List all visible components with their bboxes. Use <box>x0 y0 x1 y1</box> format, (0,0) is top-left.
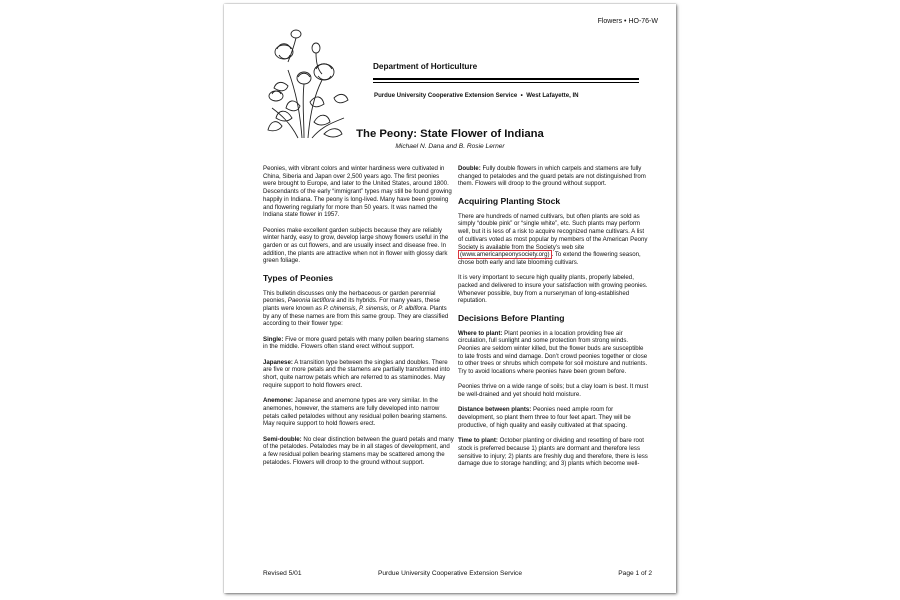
society-website-link[interactable]: (www.americanpeonysociety.org) <box>460 251 550 259</box>
acquiring-paragraph-1 <box>458 213 649 267</box>
intro-paragraph-2: Peonies make excellent garden subjects because they are reliably winter hardy, easy to grow, develop large showy flowers useful in the garden or as cut flowers, and are usually insect and disease free. In addition, the plants are attractive when not in flower with glossy dark green foliage. <box>263 226 449 265</box>
where-text: Plant peonies in a location providing free air circulation, full sunlight and some protection from strong winds. Peonies are seldom winter killed, but the flower buds are susceptible to late frosts and wind damage. Don’t crowd peonies together or close to other trees or shrubs which compete for soil moisture and nutrients. Try to avoid locations where peonies have been grown before. <box>458 329 648 376</box>
intro-paragraph-1: Peonies, with vibrant colors and winter hardiness were cultivated in China, Siberia and Japan over 2,500 years ago. The first peonies were brought to Europe, and later to the United States, around 1800. Descendants of the early “immigrant” types may still be found growing happily in Indiana. The peony is long-lived. Many have been growing and flowering regularly for more than 50 years. It was named the Indiana state flower in 1957. <box>263 165 452 219</box>
header-rule-thick <box>373 78 639 80</box>
semidouble-label: Semi-double: <box>263 435 302 443</box>
types-heading: Types of Peonies <box>263 272 334 283</box>
service-bullet: • <box>520 92 523 99</box>
footer-revised: Revised 5/01 <box>263 570 302 577</box>
types-species-3: P. albiflora. <box>398 305 429 313</box>
double-text: Fully double flowers in which carpels and stamens are fully changed to petalodes and the guard petals are not distinguished from them. Flowers will droop to the ground without support. <box>458 165 646 188</box>
double-label: Double: <box>458 165 481 172</box>
types-species-1: Paeonia lactiflora <box>287 297 335 305</box>
distance-text: Peonies need ample room for development, so plant them three to four feet apart. They will be productive, of high quality and easily cultivated at that spacing. <box>458 406 631 429</box>
acquiring-text-b: . To extend the flowering season, chose both early and late blooming cultivars. <box>458 251 641 266</box>
types-text-d: Plants by any of these names are from this same group. They are classified according to their flower type: <box>263 305 449 328</box>
acquiring-text-a: There are hundreds of named cultivars, but often plants are sold as simply “double pink” or “single white”, etc. Such plants may perform well, but it is less of a risk to acquire recognized name cultivars. A list of cultivars voted as most popular by members of the American Peony Society is available from the Society’s web site <box>458 212 648 251</box>
time-text: October planting or dividing and resetting of bare root stock is preferred because 1) plants are dormant and therefore less sensitive to injury; 2) plants are freshly dug and therefore, there is less damage due to storage handling; and 3) plants which become well- <box>458 437 648 468</box>
document-page <box>224 4 676 593</box>
document-authors: Michael N. Dana and B. Rosie Lerner <box>395 143 505 150</box>
japanese-paragraph <box>263 359 454 390</box>
footer-service: Purdue University Cooperative Extension Service <box>377 570 523 577</box>
semidouble-text: No clear distinction between the guard petals and many of the petalodes. Petalodes may be in all stages of development, and a few residual pollen bearing stamens may be scattered among the petalodes. Flowers will droop to the ground without support. <box>263 435 454 466</box>
japanese-label: Japanese: <box>263 358 293 366</box>
types-species-2: P. chinensis, P. sinensis, <box>323 305 390 313</box>
types-text-c: or <box>389 305 399 313</box>
series-label: Flowers <box>597 18 623 25</box>
document-title: The Peony: State Flower of Indiana <box>356 128 544 140</box>
types-text-b: and its hybrids. For many years, these plants were known as <box>263 297 440 313</box>
publication-code: HO-76-W <box>628 18 658 25</box>
service-name: Purdue University Cooperative Extension Service <box>374 92 518 99</box>
header-rule-thin <box>373 82 639 83</box>
types-text-a: This bulletin discusses only the herbaceous or garden perennial peonies, <box>263 289 436 305</box>
decisions-heading: Decisions Before Planting <box>458 312 565 323</box>
single-paragraph <box>263 336 454 351</box>
distance-paragraph <box>458 406 649 429</box>
semidouble-paragraph <box>263 436 454 467</box>
peony-illustration-icon <box>264 22 350 140</box>
document-code <box>598 18 658 25</box>
where-label: Where to plant: <box>458 329 503 337</box>
where-paragraph <box>458 330 649 376</box>
right-column <box>458 165 649 476</box>
japanese-text: A transition type between the singles and doubles. There are five or more petals and the stamens are partially transformed into short, quite narrow petals which are referred to as staminodes. May require support to hold flowers erect. <box>263 358 450 389</box>
single-label: Single: <box>263 335 284 343</box>
anemone-paragraph <box>263 397 454 428</box>
soils-paragraph: Peonies thrive on a wide range of soils; but a clay loam is best. It must be well-drained and yet should hold moisture. <box>458 383 649 399</box>
extension-service-line <box>374 92 579 99</box>
distance-label: Distance between plants: <box>458 406 532 414</box>
footer-page-number: Page 1 of 2 <box>618 570 652 577</box>
left-column <box>263 165 454 474</box>
anemone-text: Japanese and anemone types are very similar. In the anemones, however, the stamens are fully developed into narrow petals called petalodes without any residual pollen bearing stamens. May require support to hold flowers erect. <box>263 397 448 428</box>
acquiring-heading: Acquiring Planting Stock <box>458 195 561 206</box>
service-location: West Lafayette, IN <box>526 92 579 99</box>
types-paragraph <box>263 290 454 329</box>
time-label: Time to plant: <box>458 437 498 445</box>
time-paragraph <box>458 437 649 468</box>
bullet-separator: • <box>624 18 627 25</box>
department-heading: Department of Horticulture <box>373 62 478 71</box>
single-text: Five or more guard petals with many pollen bearing stamens in the middle. Flowers often stand erect without support. <box>263 335 449 351</box>
double-paragraph <box>458 165 649 188</box>
acquiring-paragraph-2: It is very important to secure high quality plants, properly labeled, packed and delivered to insure your satisfaction with growing peonies. Whenever possible, buy from a nurseryman of long-established reputation. <box>458 274 648 305</box>
anemone-label: Anemone: <box>263 397 293 405</box>
